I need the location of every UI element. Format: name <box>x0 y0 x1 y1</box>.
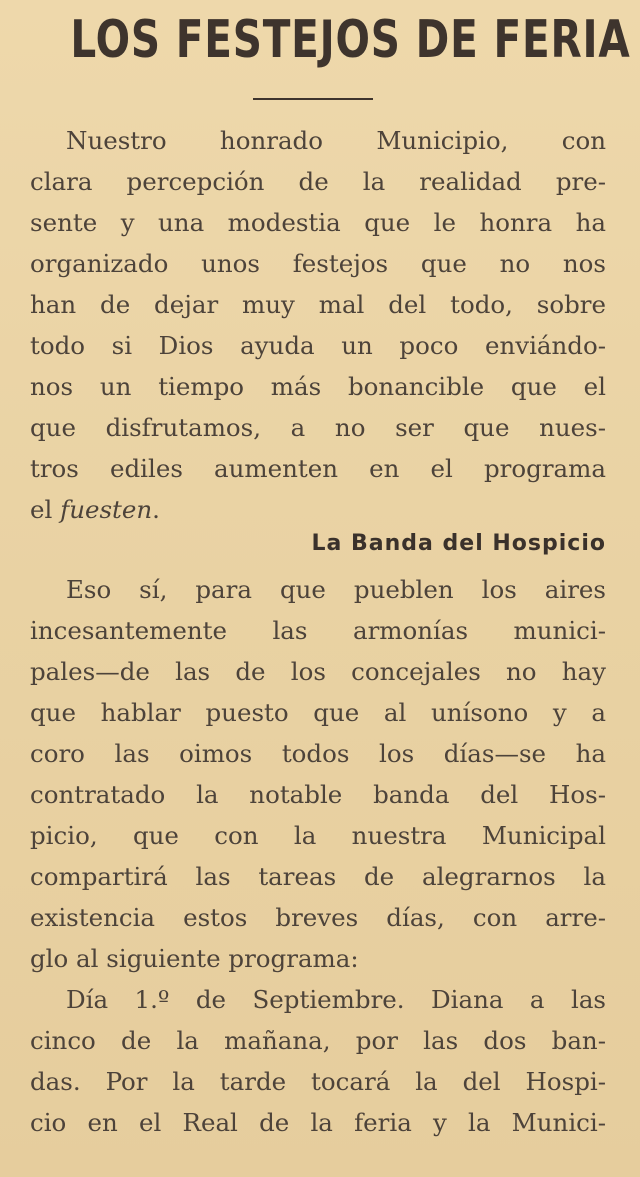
text-line: compartirá las tareas de alegrarnos la <box>30 862 606 891</box>
text-line: que disfrutamos, a no ser que nues- <box>30 413 606 442</box>
text-line: Día 1.º de Septiembre. Diana a las <box>66 985 606 1014</box>
text-line: coro las oimos todos los días—se ha <box>30 739 606 768</box>
text-fragment: . <box>152 495 160 524</box>
text-line: pales—de las de los concejales no hay <box>30 657 606 686</box>
italic-word: fuesten <box>60 495 153 524</box>
text-line: contratado la notable banda del Hos- <box>30 780 606 809</box>
text-line: clara percepción de la realidad pre- <box>30 167 606 196</box>
text-line: Nuestro honrado Municipio, con <box>66 126 606 155</box>
text-line: cinco de la mañana, por las dos ban- <box>30 1026 606 1055</box>
text-line: todo si Dios ayuda un poco enviándo- <box>30 331 606 360</box>
section-subheading: La Banda del Hospicio <box>311 531 606 556</box>
text-line: glo al siguiente programa: <box>30 944 359 973</box>
text-line: picio, que con la nuestra Municipal <box>30 821 606 850</box>
text-line: organizado unos festejos que no nos <box>30 249 606 278</box>
title-divider <box>253 98 373 100</box>
text-line: Eso sí, para que pueblen los aires <box>66 575 606 604</box>
text-line: cio en el Real de la feria y la Munici- <box>30 1108 606 1137</box>
text-line: existencia estos breves días, con arre- <box>30 903 606 932</box>
text-line: han de dejar muy mal del todo, sobre <box>30 290 606 319</box>
text-line: que hablar puesto que al unísono y a <box>30 698 606 727</box>
article-title: LOS FESTEJOS DE FERIA <box>70 10 631 70</box>
text-line: tros ediles aumenten en el programa <box>30 454 606 483</box>
text-line: incesantemente las armonías munici- <box>30 616 606 645</box>
text-line: sente y una modestia que le honra ha <box>30 208 606 237</box>
text-fragment: el <box>30 495 61 524</box>
text-line: das. Por la tarde tocará la del Hospi- <box>30 1067 606 1096</box>
text-line: nos un tiempo más bonancible que el <box>30 372 606 401</box>
